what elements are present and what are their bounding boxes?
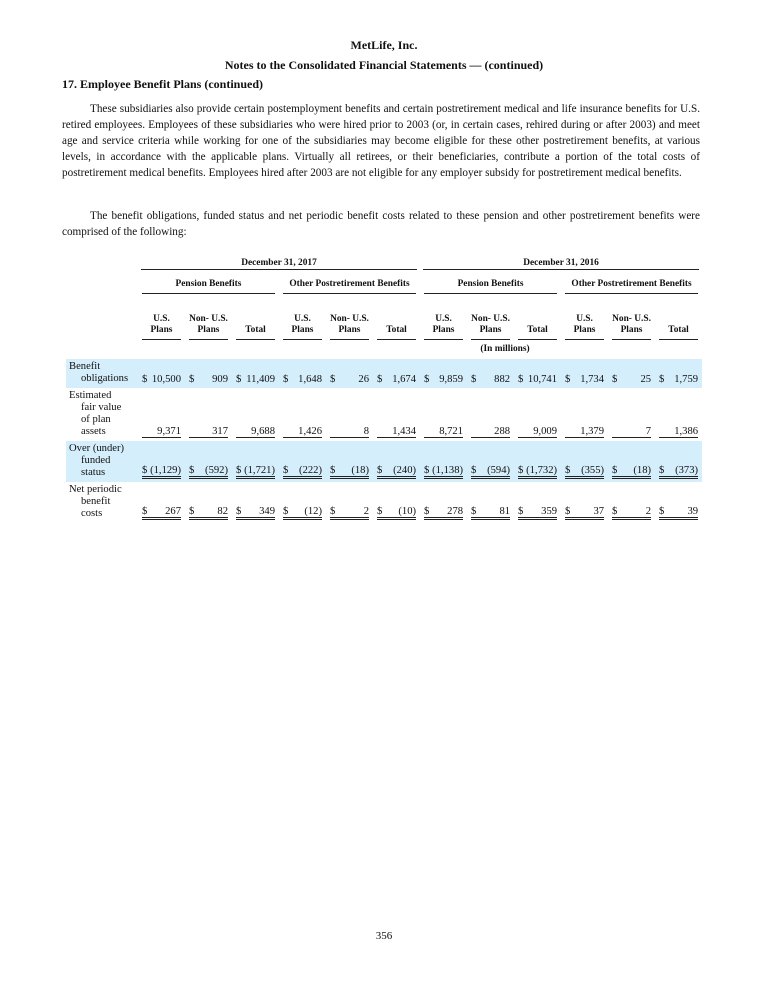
currency-sign: $ [612,374,618,385]
currency-sign: $ [189,465,195,476]
cell-value: 9,371 [157,426,181,437]
currency-sign: $ [424,506,430,517]
currency-sign: $ [236,465,242,476]
row-label: obligations [81,373,129,384]
cell-value: (222) [299,465,322,476]
currency-sign: $ [142,506,148,517]
currency-sign: $ [659,465,665,476]
currency-sign: $ [612,506,618,517]
cell-value: 359 [541,506,558,517]
cell-value: (355) [581,465,605,476]
column-header: U.S. Plans [283,310,322,340]
cell-value: 1,734 [580,374,605,385]
cell-value: 10,500 [151,374,181,385]
column-header: Non- U.S. Plans [471,310,510,340]
column-header: Non- U.S. Plans [330,310,369,340]
cell-value: 25 [640,374,652,385]
group-header: Pension Benefits [424,273,557,294]
cell-value: (18) [351,465,369,476]
table-row [66,482,702,523]
column-header: Non- U.S. Plans [189,310,228,340]
cell-value: 81 [499,506,511,517]
currency-sign: $ [565,465,571,476]
currency-sign: $ [330,374,336,385]
cell-value: 9,859 [439,374,464,385]
column-header: U.S. Plans [565,310,604,340]
currency-sign: $ [142,465,148,476]
page-number: 356 [375,930,393,942]
cell-value: 1,379 [580,426,605,437]
period-header: December 31, 2016 [423,258,699,270]
row-label: status [81,467,106,478]
currency-sign: $ [518,374,524,385]
row-label: Net periodic [69,484,122,495]
row-label: Estimated [69,390,112,401]
row-label: funded [81,455,111,466]
currency-sign: $ [236,506,242,517]
currency-sign: $ [283,465,289,476]
company-name: MetLife, Inc. [350,38,418,52]
cell-value: (594) [487,465,511,476]
cell-value: 39 [687,506,699,517]
cell-value: 11,409 [246,374,275,385]
cell-value: 9,009 [533,426,558,437]
cell-value: (592) [205,465,228,476]
currency-sign: $ [518,465,524,476]
cell-value: (373) [675,465,699,476]
cell-value: 37 [593,506,605,517]
currency-sign: $ [612,465,618,476]
currency-sign: $ [330,465,336,476]
row-label: costs [81,508,103,519]
currency-sign: $ [471,506,477,517]
cell-value: 8 [363,426,369,437]
currency-sign: $ [565,506,571,517]
row-label: assets [81,426,106,437]
cell-value: (1,732) [526,465,558,476]
page-subtitle: Notes to the Consolidated Financial Statements — (continued) [224,58,544,72]
column-header: Total [659,321,698,340]
cell-value: 1,434 [392,426,417,437]
row-label: of plan [81,414,111,425]
currency-sign: $ [659,374,665,385]
row-label: fair value [81,402,122,413]
column-header: Total [377,321,416,340]
cell-value: 1,426 [298,426,322,437]
cell-value: (240) [393,465,417,476]
currency-sign: $ [565,374,571,385]
cell-value: 288 [494,426,511,437]
cell-value: 909 [212,374,228,385]
currency-sign: $ [283,374,289,385]
paragraph-1: These subsidiaries also provide certain postemployment benefits and certain postretirement medical and life insurance benefits for U.S. retired employees. Employees of these subsidiaries who were hired prior to 2003 (or, in certain cases, rehired during or after 2003) and meet age and service criteria while working for one of the subsidiaries may become eligible for these other postretirement benefits, at various levels, in accordance with the applicable plans. Virtually all retirees, or their beneficiaries, contribute a portion of the total costs of postretirement medical benefits. Employees hired after 2003 are not eligible for any employer subsidy for postretirement medical benefits. [62,103,700,179]
cell-value: (10) [398,506,417,517]
cell-value: 1,648 [298,374,322,385]
currency-sign: $ [377,465,383,476]
cell-value: (1,129) [150,465,181,476]
currency-sign: $ [471,374,477,385]
currency-sign: $ [659,506,665,517]
cell-value: 1,674 [392,374,417,385]
currency-sign: $ [471,465,477,476]
cell-value: 882 [494,374,511,385]
group-header: Other Postretirement Benefits [283,273,416,294]
currency-sign: $ [518,506,524,517]
cell-value: 9,688 [251,426,275,437]
currency-sign: $ [283,506,289,517]
cell-value: 1,386 [674,426,699,437]
cell-value: 7 [645,426,652,437]
column-header: Non- U.S. Plans [612,310,651,340]
cell-value: 2 [363,506,369,517]
currency-sign: $ [142,374,148,385]
units-label: (In millions) [480,344,530,354]
currency-sign: $ [377,374,383,385]
benefits-table [66,258,702,523]
currency-sign: $ [189,506,195,517]
currency-sign: $ [236,374,242,385]
table-row [66,388,702,441]
paragraph-2: The benefit obligations, funded status and net periodic benefit costs related to these pension and other postretirement benefits were comprised of the following: [62,210,700,238]
cell-value: 317 [212,426,228,437]
cell-value: (1,138) [432,465,464,476]
cell-value: 8,721 [439,426,464,437]
column-header: U.S. Plans [424,310,463,340]
cell-value: 1,759 [674,374,699,385]
column-header: U.S. Plans [142,310,181,340]
cell-value: 278 [447,506,464,517]
section-title: 17. Employee Benefit Plans (continued) [62,77,263,91]
currency-sign: $ [189,374,195,385]
group-header: Other Postretirement Benefits [565,273,698,294]
column-header: Total [236,321,275,340]
cell-value: 82 [217,506,228,517]
row-label: Benefit [69,361,101,372]
cell-value: (12) [304,506,322,517]
table-row [66,441,702,482]
table-row [66,359,702,388]
cell-value: 26 [358,374,369,385]
row-label: benefit [81,496,111,507]
group-header: Pension Benefits [142,273,275,294]
currency-sign: $ [330,506,336,517]
cell-value: 267 [165,506,181,517]
cell-value: (1,721) [244,465,275,476]
period-header: December 31, 2017 [141,258,417,270]
column-header: Total [518,321,557,340]
cell-value: (18) [633,465,652,476]
currency-sign: $ [424,465,430,476]
cell-value: 349 [259,506,275,517]
row-label: Over (under) [69,443,125,454]
currency-sign: $ [377,506,383,517]
cell-value: 10,741 [527,374,558,385]
cell-value: 2 [645,506,652,517]
currency-sign: $ [424,374,430,385]
